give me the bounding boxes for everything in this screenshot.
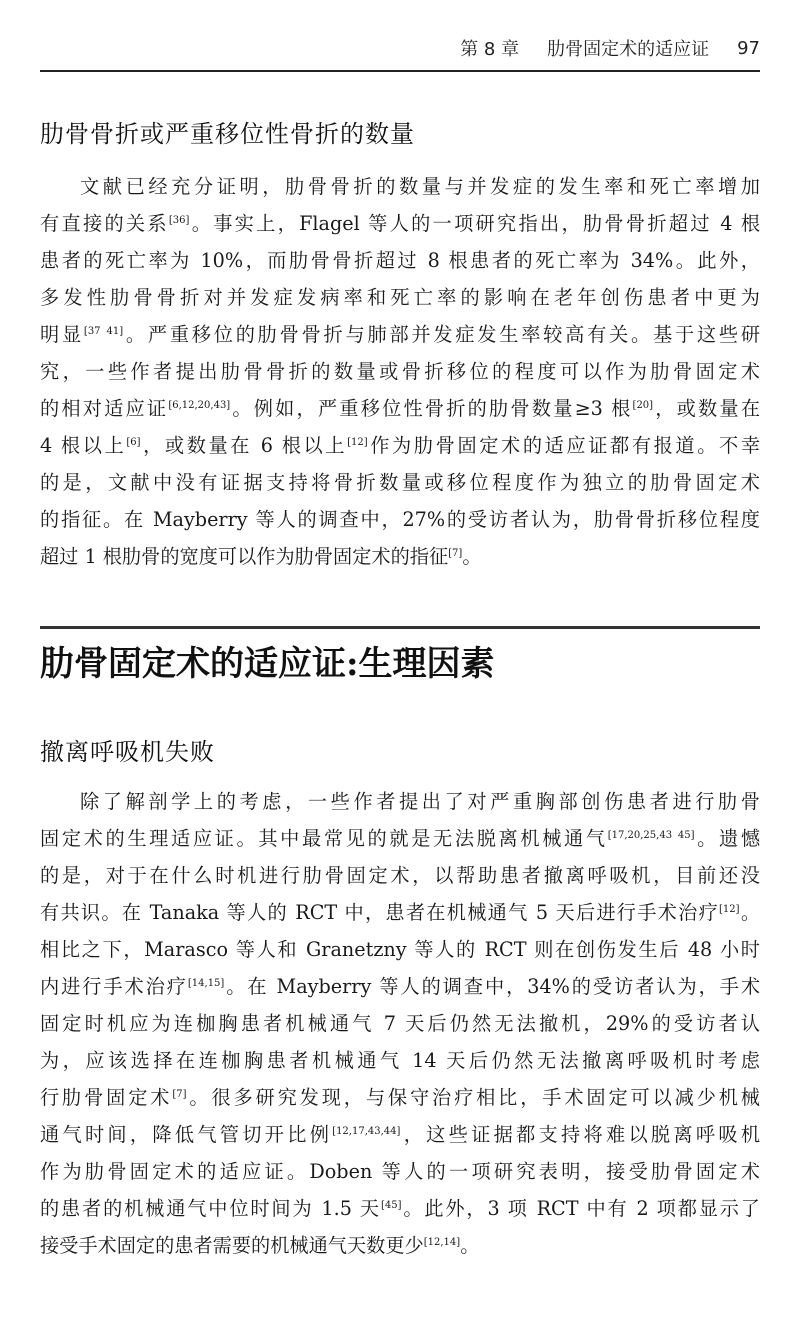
text-segment: 。 (462, 545, 482, 568)
text-line (40, 316, 760, 353)
citation-reference: [20] (632, 400, 654, 411)
citation-reference: [6,12,20,43] (168, 400, 231, 411)
text-line (40, 205, 760, 242)
text-segment: 超过 1 根肋骨的宽度可以作为肋骨固定术的指征 (40, 545, 449, 568)
text-segment: 有直接的关系 (40, 212, 169, 235)
text-segment: 。在 Mayberry 等人的调查中，34%的受访者认为，手术 (224, 975, 761, 998)
text-segment: 有共识。在 Tanaka 等人的 RCT 中，患者在机械通气 5 天后进行手术治疗 (40, 901, 720, 924)
text-segment: 固定术的生理适应证。其中最常见的就是无法脱离机械通气 (40, 827, 608, 850)
text-segment: 的相对适应证 (40, 397, 169, 420)
text-segment: 。 (460, 1234, 480, 1257)
text-segment: 多发性肋骨骨折对并发症发病率和死亡率的影响在老年创伤患者中更为 (40, 286, 760, 309)
text-line (40, 1190, 760, 1227)
text-segment: 4 根以上 (40, 434, 127, 457)
text-line (40, 1116, 760, 1153)
text-line (40, 427, 760, 464)
header-rule (40, 70, 760, 72)
text-line (40, 1042, 760, 1079)
text-line (40, 390, 760, 427)
text-line (40, 820, 760, 857)
text-segment: 文献已经充分证明，肋骨骨折的数量与并发症的发生率和死亡率增加 (80, 175, 760, 198)
text-segment: 明显 (40, 323, 84, 346)
citation-reference: [7] (448, 548, 463, 559)
text-segment: 作为肋骨固定术的适应证都有报道。不幸 (367, 434, 761, 457)
citation-reference: [12] (719, 904, 740, 915)
chapter-number: 第 8 章 (460, 39, 520, 60)
text-segment: 的患者的机械通气中位时间为 1.5 天 (40, 1197, 381, 1220)
text-line (40, 1079, 760, 1116)
citation-reference: [6] (126, 437, 141, 448)
text-line (40, 783, 760, 820)
text-line (40, 279, 760, 316)
paragraph-rib-fracture-count (40, 168, 760, 575)
text-segment: 的是，对于在什么时机进行肋骨固定术，以帮助患者撤离呼吸机，目前还没 (40, 864, 760, 887)
text-segment: 。严重移位的肋骨骨折与肺部并发症发生率较高有关。基于这些研 (123, 323, 761, 346)
text-segment: 为，应该选择在连枷胸患者机械通气 14 天后仍然无法撤离呼吸机时考虑 (40, 1049, 760, 1072)
text-segment: 。事实上，Flagel 等人的一项研究指出，肋骨骨折超过 4 根 (189, 212, 761, 235)
subsection-heading-ventilator-weaning: 撤离呼吸机失败 (40, 738, 215, 766)
text-segment: 的是，文献中没有证据支持将骨折数量或移位程度作为独立的肋骨固定术 (40, 471, 760, 494)
text-segment: ，这些证据都支持将难以脱离呼吸机 (400, 1123, 761, 1146)
citation-reference: [45] (380, 1200, 402, 1211)
citation-reference: [36] (168, 215, 190, 226)
text-segment: 内进行手术治疗 (40, 975, 188, 998)
text-line (40, 353, 760, 390)
citation-reference: [12,14] (423, 1237, 461, 1248)
chapter-title: 肋骨固定术的适应证 (547, 39, 710, 60)
text-line (40, 931, 760, 968)
text-segment: 行肋骨固定术 (40, 1086, 173, 1109)
text-segment: 患者的死亡率为 10%，而肋骨骨折超过 8 根患者的死亡率为 34%。此外， (40, 249, 760, 272)
text-segment: 究，一些作者提出肋骨骨折的数量或骨折移位的程度可以作为肋骨固定术 (40, 360, 760, 383)
text-line (40, 538, 760, 575)
text-line (40, 1153, 760, 1190)
section-heading-physiological-factors: 肋骨固定术的适应证:生理因素 (40, 644, 495, 684)
text-line (40, 242, 760, 279)
citation-reference: [14,15] (187, 978, 225, 989)
text-line (40, 1227, 760, 1264)
text-segment: 固定时机应为连枷胸患者机械通气 7 天后仍然无法撤机，29%的受访者认 (40, 1012, 760, 1035)
citation-reference: [12,17,43,44] (332, 1126, 401, 1137)
page-number: 97 (737, 37, 760, 59)
text-segment: 通气时间，降低气管切开比例 (40, 1123, 333, 1146)
text-segment: 除了解剖学上的考虑，一些作者提出了对严重胸部创伤患者进行肋骨 (80, 790, 760, 813)
text-segment: 。此外，3 项 RCT 中有 2 项都显示了 (401, 1197, 760, 1220)
paragraph-ventilator-weaning (40, 783, 760, 1264)
citation-reference: [37 41] (83, 326, 124, 337)
text-line (40, 464, 760, 501)
text-segment: 的指征。在 Mayberry 等人的调查中，27%的受访者认为，肋骨骨折移位程度 (40, 508, 760, 531)
running-header (40, 28, 760, 68)
text-line (40, 501, 760, 538)
text-segment: 。 (739, 901, 761, 924)
text-segment: 。很多研究发现，与保守治疗相比，手术固定可以减少机械 (186, 1086, 760, 1109)
text-segment: 接受手术固定的患者需要的机械通气天数更少 (40, 1234, 424, 1257)
text-line (40, 894, 760, 931)
text-line (40, 168, 760, 205)
subsection-heading-rib-fracture-count: 肋骨骨折或严重移位性骨折的数量 (40, 120, 415, 148)
text-segment: 相比之下，Marasco 等人和 Granetzny 等人的 RCT 则在创伤发生后 48 小时 (40, 938, 760, 961)
text-segment: 作为肋骨固定术的适应证。Doben 等人的一项研究表明，接受肋骨固定术 (40, 1160, 760, 1183)
citation-reference: [7] (172, 1089, 187, 1100)
citation-reference: [17,20,25,43 45] (607, 830, 695, 841)
text-segment: ，或数量在 (653, 397, 761, 420)
text-segment: 。遗憾 (694, 827, 761, 850)
text-segment: ，或数量在 6 根以上 (140, 434, 348, 457)
citation-reference: [12] (347, 437, 368, 448)
text-line (40, 968, 760, 1005)
section-rule (40, 626, 760, 629)
text-segment: 。例如，严重移位性骨折的肋骨数量≥3 根 (230, 397, 633, 420)
text-line (40, 1005, 760, 1042)
text-line (40, 857, 760, 894)
